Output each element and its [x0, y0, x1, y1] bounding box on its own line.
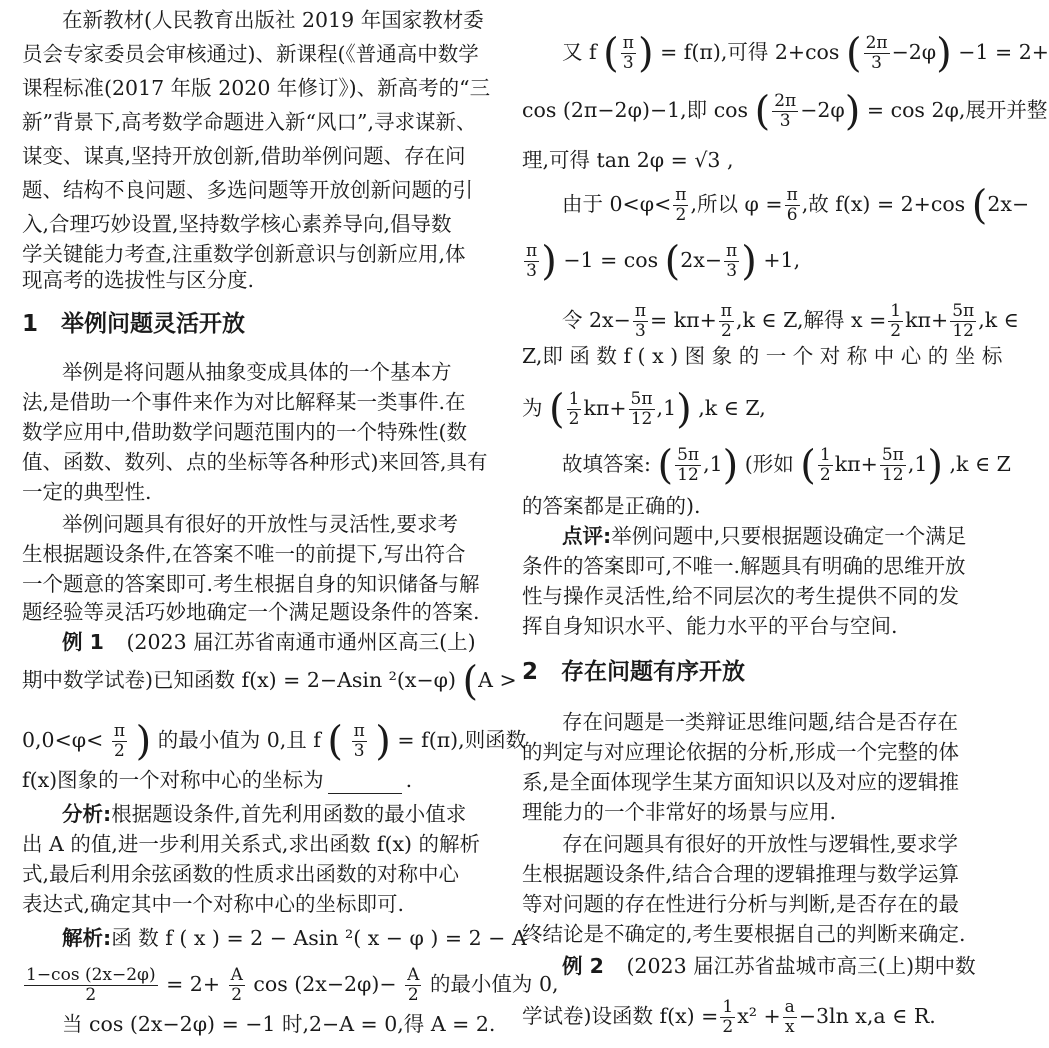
example-1-label: 例 1: [62, 630, 104, 654]
sec1-para2-line: 题经验等灵活巧妙地确定一个满足题设条件的答案.: [22, 600, 480, 624]
sec1-para1-line: 数学应用中,借助数学问题范围内的一个特殊性(数: [22, 420, 468, 444]
fraction-1-over-2: $\frac{1}{2}$: [722, 997, 734, 1037]
analysis-line: 表达式,确定其中一个对称中心的坐标即可.: [22, 892, 405, 916]
section-1-heading: 1 举例问题灵活开放: [22, 311, 246, 337]
intro-line: 学关键能力考查,注重数学创新意识与创新应用,体: [22, 242, 466, 266]
sec1-para1-line: 法,是借助一个事件来作为对比解释某一类事件.在: [22, 390, 466, 414]
fraction-pi-over-3: $\frac{\pi}{3}$: [353, 721, 365, 761]
fraction-pi-over-2: $\frac{\pi}{2}$: [720, 301, 732, 341]
fraction-2pi-over-3: $\frac{2\pi}{3}$: [865, 33, 888, 73]
example-2-line: [522, 952, 982, 980]
section-2-heading: 2 存在问题有序开放: [522, 659, 746, 685]
sec2-para2-line: 生根据题设条件,结合合理的逻辑推理与数学运算: [522, 862, 960, 886]
derivation-line: 为 ( $\frac{1}{2}$ kπ+ $\frac{5\pi}{12}$ ,1) ,k ∈ Z,: [522, 386, 766, 433]
solution-label: 解析:: [62, 926, 112, 950]
intro-line: 员会专家委员会审核通过)、新课程(《普通高中数学: [22, 42, 479, 66]
example-1-line: [22, 628, 488, 656]
fraction-A-over-2: $\frac{A}{2}$: [230, 965, 243, 1005]
sec2-para1-line: 理能力的一个非常好的场景与应用.: [522, 800, 837, 824]
fraction-1-over-2: $\frac{1}{2}$: [819, 445, 831, 485]
fraction-5pi-over-12: $\frac{5\pi}{12}$: [630, 389, 653, 429]
fraction-pi-over-3: $\frac{\pi}{3}$: [526, 241, 538, 281]
derivation-line: 理,可得 tan 2φ = √3 ,: [522, 148, 734, 172]
example-2-line: 学试卷)设函数 f(x) = $\frac{1}{2}$ x² + $\frac{a}{x}$ −3ln x,a ∈ R.: [522, 997, 936, 1037]
example-1-source: (2023 届江苏省南通市通州区高三(上): [126, 630, 476, 654]
fraction-pi-over-2: $\frac{\pi}{2}$: [675, 185, 687, 225]
solution-line: 当 cos (2x−2φ) = −1 时,2−A = 0,得 A = 2.: [62, 1012, 496, 1036]
analysis-line: 式,最后利用余弦函数的性质求出函数的对称中心: [22, 862, 460, 886]
fraction-pi-over-3: $\frac{\pi}{3}$: [634, 301, 646, 341]
answer-line: 故填答案: ( $\frac{5\pi}{12}$ ,1) (形如 ( $\frac{1}{2}$ kπ+ $\frac{5\pi}{12}$ ,1) ,k ∈ Z: [562, 442, 1011, 489]
comment-line: 点评:举例问题中,只要根据题设确定一个满足: [562, 524, 967, 548]
derivation-line: Z,即 函 数 f ( x ) 图 象 的 一 个 对 称 中 心 的 坐 标: [522, 344, 1003, 368]
intro-line: 在新教材(人民教育出版社 2019 年国家教材委: [62, 8, 484, 32]
intro-line: 谋变、谋真,坚持开放创新,借助举例问题、存在问: [22, 144, 466, 168]
fraction-solution: $\frac{1-\cos (2x-2\varphi)}{2}$: [26, 965, 156, 1005]
example-1-function: 期中数学试卷)已知函数 f(x) = 2−Asin ²(x−φ): [22, 668, 456, 692]
derivation-line: 又 f ( $\frac{\pi}{3}$ ) = f(π),可得 2+cos ( $\frac{2\pi}{3}$ −2φ) −1 = 2+: [562, 30, 1049, 77]
analysis-line: 出 A 的值,进一步利用关系式,求出函数 f(x) 的解析: [22, 832, 481, 856]
intro-line: 现高考的选拔性与区分度.: [22, 268, 255, 292]
fraction-pi-over-2: $\frac{\pi}{2}$: [113, 721, 126, 761]
sec1-para1-line: 值、函数、数列、点的坐标等各种形式)来回答,具有: [22, 450, 488, 474]
analysis-label: 分析:: [62, 802, 112, 826]
solution-line: 解析:函 数 f ( x ) = 2 − Asin ²( x − φ ) = 2 − A ·: [62, 926, 540, 950]
sec1-para2-line: 生根据题设条件,在答案不唯一的前提下,写出符合: [22, 542, 466, 566]
sec2-para2-line: 终结论是不确定的,考生要根据自己的判断来确定.: [522, 922, 966, 946]
sec2-para2-line: 等对问题的存在性进行分析与判断,是否存在的最: [522, 892, 960, 916]
sec2-para2-line: 存在问题具有很好的开放性与逻辑性,要求学: [562, 832, 959, 856]
sec2-para1-line: 系,是全面体现学生某方面知识以及对应的逻辑推: [522, 770, 960, 794]
derivation-line: cos (2π−2φ)−1,即 cos ( $\frac{2\pi}{3}$ −2φ) = cos 2φ,展开并整: [522, 88, 1048, 135]
fraction-5pi-over-12: $\frac{5\pi}{12}$: [952, 301, 975, 341]
sec2-para1-line: 存在问题是一类辩证思维问题,结合是否存在: [562, 710, 959, 734]
sec1-para2-line: 举例问题具有很好的开放性与灵活性,要求考: [62, 512, 459, 536]
fraction-A-over-2: $\frac{A}{2}$: [407, 965, 420, 1005]
example-2-label: 例 2: [562, 954, 604, 978]
fraction-pi-over-3: $\frac{\pi}{3}$: [726, 241, 738, 281]
answer-line: 的答案都是正确的).: [522, 494, 701, 518]
example-1-line: 0,0<φ< $\frac{\pi}{2}$ ) 的最小值为 0,且 f ( $\frac{\pi}{3}$ ) = f(π),则函数: [22, 718, 527, 765]
derivation-line: 由于 0<φ< $\frac{\pi}{2}$ ,所以 φ = $\frac{\pi}{6}$ ,故 f(x) = 2+cos (2x−: [562, 182, 1030, 229]
sec2-para1-line: 的判定与对应理论依据的分析,形成一个完整的体: [522, 740, 960, 764]
intro-line: 题、结构不良问题、多选问题等开放创新问题的引: [22, 178, 473, 202]
sec1-para2-line: 一个题意的答案即可.考生根据自身的知识储备与解: [22, 572, 480, 596]
comment-line: 条件的答案即可,不唯一.解题具有明确的思维开放: [522, 554, 966, 578]
fraction-pi-over-3: $\frac{\pi}{3}$: [622, 33, 634, 73]
comment-label: 点评:: [562, 524, 612, 548]
derivation-line: 令 2x− $\frac{\pi}{3}$ = kπ+ $\frac{\pi}{2}$ ,k ∈ Z,解得 x = $\frac{1}{2}$ kπ+ $\frac{5\pi}{12}$ ,k ∈: [562, 301, 1019, 341]
sec1-para1-line: 一定的典型性.: [22, 480, 152, 504]
fraction-1-over-2: $\frac{1}{2}$: [890, 301, 902, 341]
intro-line: 课程标准(2017 年版 2020 年修订》)、新高考的“三: [22, 76, 491, 100]
fraction-1-over-2: $\frac{1}{2}$: [568, 389, 580, 429]
fraction-5pi-over-12: $\frac{5\pi}{12}$: [881, 445, 904, 485]
intro-line: 入,合理巧妙设置,坚持数学核心素养导向,倡导数: [22, 212, 452, 236]
fraction-2pi-over-3: $\frac{2\pi}{3}$: [774, 91, 797, 131]
fraction-a-over-x: $\frac{a}{x}$: [784, 997, 795, 1037]
solution-line: $\frac{1-\cos (2x-2\varphi)}{2}$ = 2+ $\frac{A}{2}$ cos (2x−2φ)− $\frac{A}{2}$ 的最小值为 0,: [26, 965, 559, 1005]
intro-line: 新”背景下,高考数学命题进入新“风口”,寻求谋新、: [22, 110, 477, 134]
sec1-para1-line: 举例是将问题从抽象变成具体的一个基本方: [62, 360, 452, 384]
derivation-line: $\frac{\pi}{3}$ ) −1 = cos (2x− $\frac{\pi}{3}$ ) +1,: [526, 238, 801, 285]
example-1-line: 期中数学试卷)已知函数 f(x) = 2−Asin ²(x−φ) (A >: [22, 658, 517, 705]
example-1-line: f(x)图象的一个对称中心的坐标为 .: [22, 768, 413, 792]
fraction-pi-over-6: $\frac{\pi}{6}$: [786, 185, 798, 225]
analysis-line: 分析:根据题设条件,首先利用函数的最小值求: [62, 802, 467, 826]
answer-blank: [328, 773, 402, 794]
example-2-source: (2023 届江苏省盐城市高三(上)期中数: [626, 954, 976, 978]
comment-line: 挥自身知识水平、能力水平的平台与空间.: [522, 614, 898, 638]
fraction-5pi-over-12: $\frac{5\pi}{12}$: [677, 445, 700, 485]
comment-line: 性与操作灵活性,给不同层次的考生提供不同的发: [522, 584, 960, 608]
